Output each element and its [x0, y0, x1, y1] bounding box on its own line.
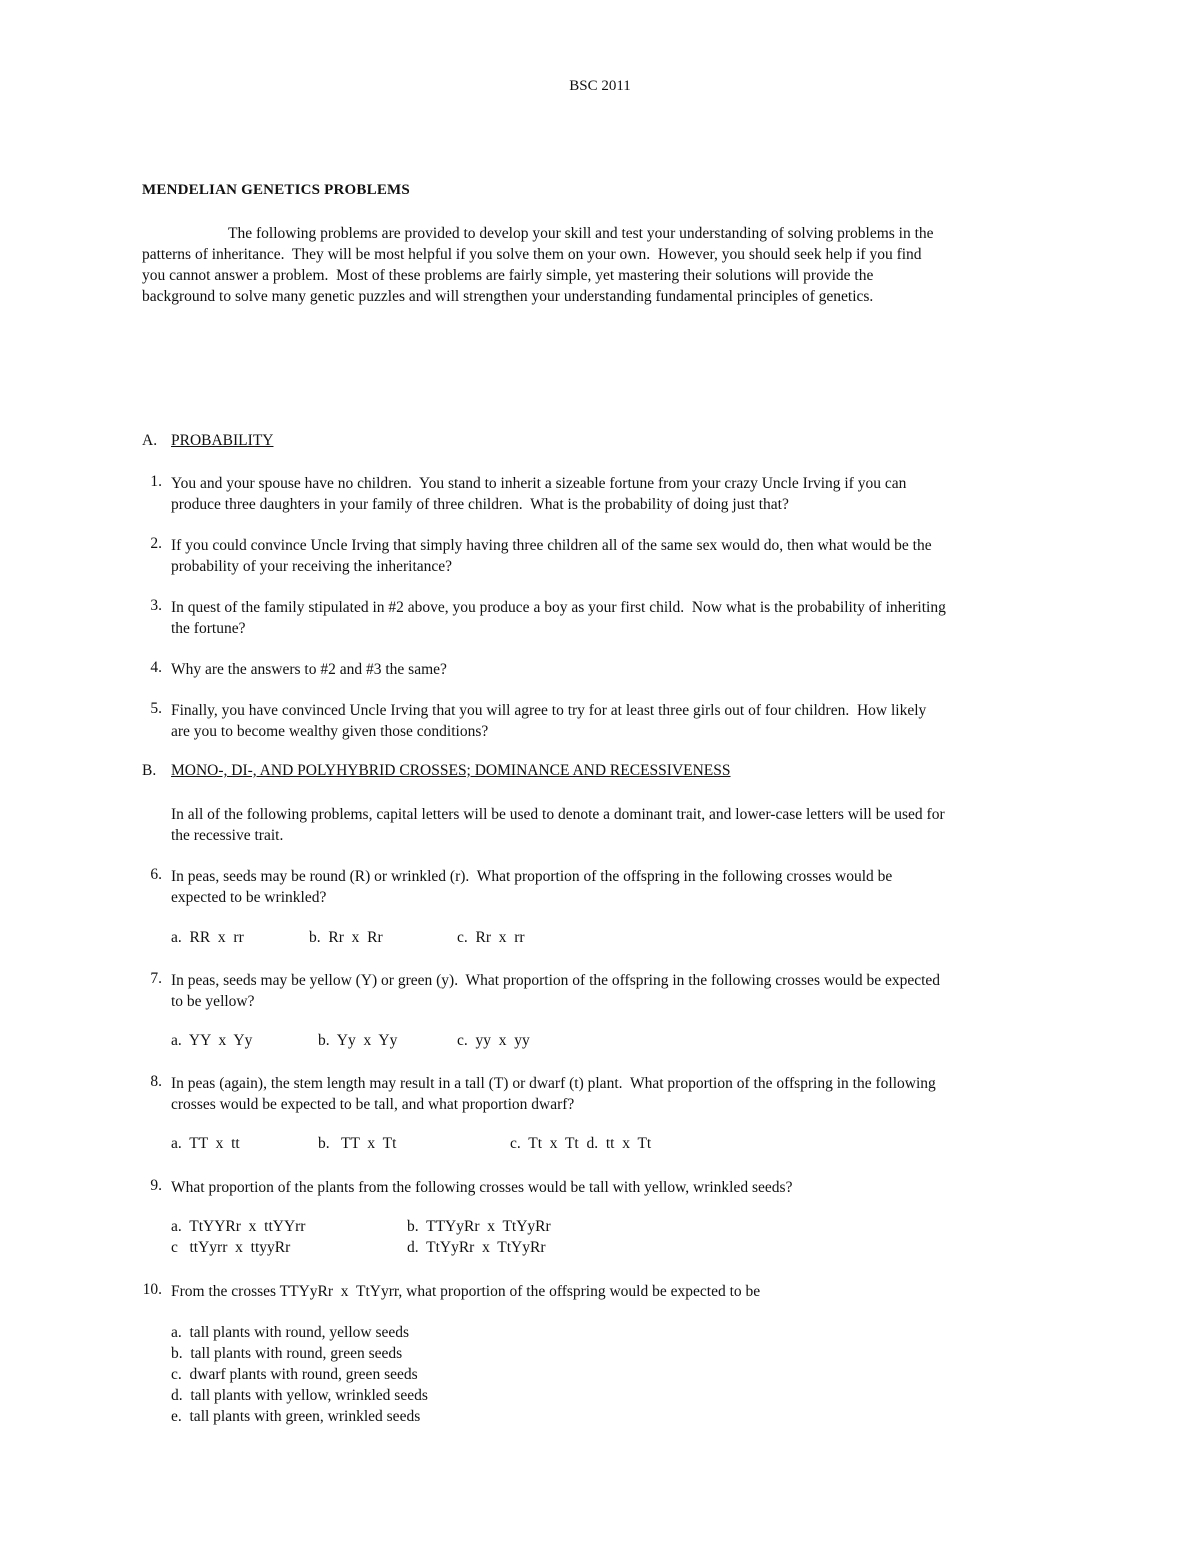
question-10-text: From the crosses TTYyRr x TtYyrr, what proportion of the offspring would be expected to be [171, 1283, 761, 1300]
section-b-note: In all of the following problems, capital letters will be used to denote a dominant trait, and lower-case letters will be used for the recessive trait. [171, 806, 945, 844]
option: c. Rr x rr [457, 929, 525, 946]
question-8-text: In peas (again), the stem length may result in a tall (T) or dwarf (t) plant. What proportion of the offspring in the following crosses would be expected to be tall, and what proportion dwarf? [171, 1075, 936, 1113]
option: b. TT x Tt [318, 1135, 397, 1152]
option: a. TtYYRr x ttYYrr [171, 1218, 306, 1235]
option: a. RR x rr [171, 929, 244, 946]
question-number: 5. [150, 700, 162, 717]
question-4-text: Why are the answers to #2 and #3 the same? [171, 661, 447, 678]
section-a-title: PROBABILITY [171, 432, 274, 449]
document-title: MENDELIAN GENETICS PROBLEMS [142, 182, 410, 198]
question-number: 8. [150, 1073, 162, 1090]
question-7-options [0, 1032, 1200, 1054]
option: b. TTYyRr x TtYyRr [407, 1218, 551, 1235]
question-9-options [0, 1218, 1200, 1262]
question-9-text: What proportion of the plants from the following crosses would be tall with yellow, wrinkled seeds? [171, 1179, 793, 1196]
section-a-letter: A. [142, 432, 158, 449]
option: a. YY x Yy [171, 1032, 253, 1049]
question-1-text: You and your spouse have no children. You stand to inherit a sizeable fortune from your crazy Uncle Irving if you can produce three daughters in your family of three children. What is the probability of doing just that? [171, 475, 907, 513]
option: b. tall plants with round, green seeds [171, 1345, 403, 1362]
option: b. Rr x Rr [309, 929, 383, 946]
option: c. Tt x Tt d. tt x Tt [510, 1135, 652, 1152]
intro-line: you cannot answer a problem. Most of these problems are fairly simple, yet mastering their solutions will provide the [142, 267, 874, 284]
intro-line: The following problems are provided to develop your skill and test your understanding of solving problems in the [228, 225, 934, 242]
question-number: 9. [150, 1177, 162, 1194]
question-10-options [171, 1322, 428, 1427]
option: d. tall plants with yellow, wrinkled seeds [171, 1387, 428, 1404]
question-5-text: Finally, you have convinced Uncle Irving that you will agree to try for at least three girls out of four children. How likely are you to become wealthy given those conditions? [171, 702, 927, 740]
option: a. TT x tt [171, 1135, 240, 1152]
question-number: 6. [150, 866, 162, 883]
question-3-text: In quest of the family stipulated in #2 above, you produce a boy as your first child. Now what is the probability of inheriting the fortune? [171, 599, 946, 637]
question-number: 10. [142, 1281, 162, 1298]
option: c. yy x yy [457, 1032, 530, 1049]
question-number: 1. [150, 473, 162, 490]
option: c ttYyrr x ttyyRr [171, 1239, 291, 1256]
option: e. tall plants with green, wrinkled seeds [171, 1408, 421, 1425]
option: b. Yy x Yy [318, 1032, 398, 1049]
option: c. dwarf plants with round, green seeds [171, 1366, 418, 1383]
intro-line: patterns of inheritance. They will be most helpful if you solve them on your own. However, you should seek help if you find [142, 246, 922, 263]
question-number: 3. [150, 597, 162, 614]
question-2-text: If you could convince Uncle Irving that simply having three children all of the same sex would do, then what would be the probability of your receiving the inheritance? [171, 537, 932, 575]
intro-paragraph [142, 223, 1062, 307]
question-number: 7. [150, 970, 162, 987]
question-6-text: In peas, seeds may be round (R) or wrinkled (r). What proportion of the offspring in the following crosses would be expected to be wrinkled? [171, 868, 893, 906]
course-header: BSC 2011 [569, 78, 631, 94]
question-8-options [0, 1135, 1200, 1157]
option: d. TtYyRr x TtYyRr [407, 1239, 546, 1256]
question-number: 2. [150, 535, 162, 552]
question-7-text: In peas, seeds may be yellow (Y) or green (y). What proportion of the offspring in the following crosses would be expected to be yellow? [171, 972, 941, 1010]
option: a. tall plants with round, yellow seeds [171, 1324, 410, 1341]
section-b-letter: B. [142, 762, 157, 779]
question-6-options [0, 929, 1200, 951]
intro-line: background to solve many genetic puzzles and will strengthen your understanding fundamental principles of genetics. [142, 288, 874, 305]
section-b-title: MONO-, DI-, AND POLYHYBRID CROSSES; DOMINANCE AND RECESSIVENESS [171, 762, 731, 779]
question-number: 4. [150, 659, 162, 676]
